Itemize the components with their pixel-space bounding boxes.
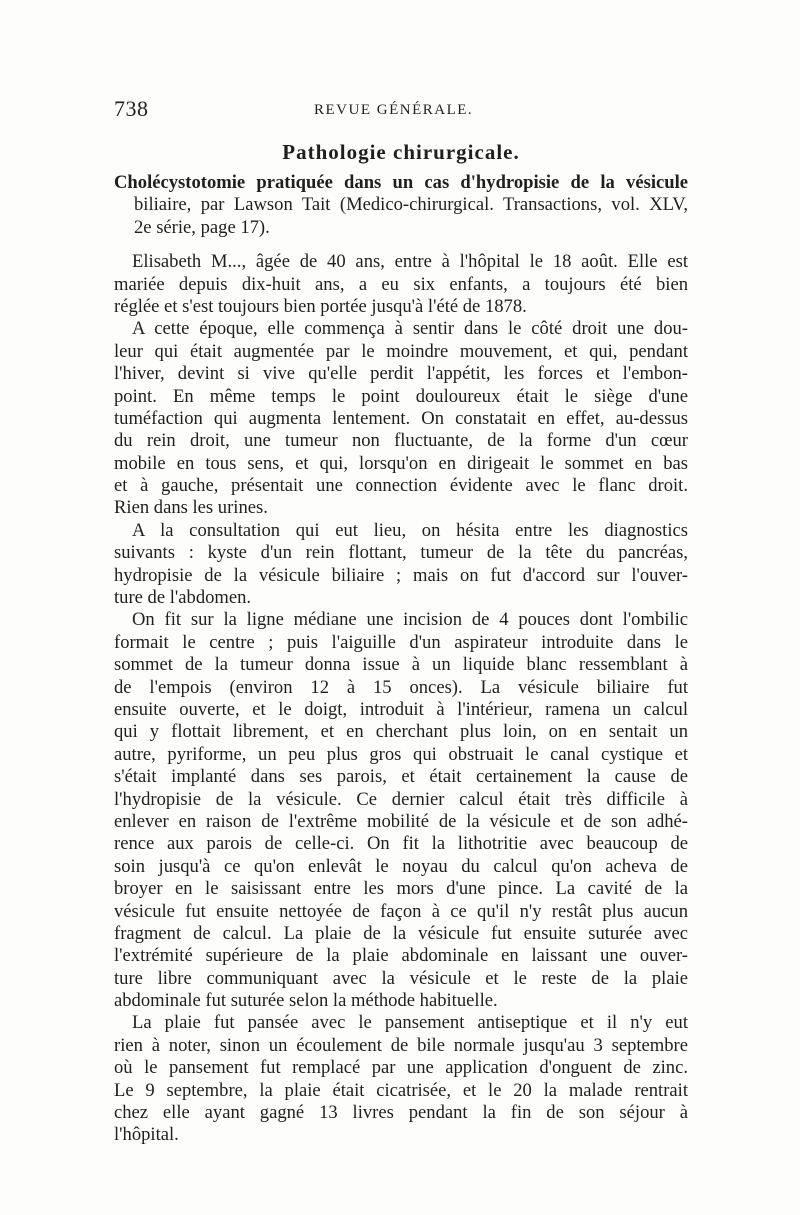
article-body — [114, 172, 688, 1147]
page-number: 738 — [114, 96, 149, 121]
article-title-line: Cholécystotomie pratiquée dans un cas d'hydropisie de la vésicule — [114, 172, 688, 193]
article-title-line: biliaire, par Lawson Tait (Medico-chirurgical. Transactions, vol. XLV, — [134, 194, 688, 216]
text-line: La plaie fut pansée avec le pansement antiseptique et il n'y eut — [132, 1012, 688, 1034]
text-line: Rien dans les urines. — [114, 497, 268, 519]
text-line: abdominale fut suturée selon la méthode habituelle. — [114, 990, 498, 1012]
paragraph — [114, 251, 688, 318]
text-line: tuméfaction qui augmenta lentement. On constatait en effet, au-dessus — [114, 407, 688, 429]
text-line: l'hydropisie de la vésicule. Ce dernier calcul était très difficile à — [114, 788, 688, 810]
text-line: rien à noter, sinon un écoulement de bile normale jusqu'au 3 septembre — [114, 1034, 688, 1056]
text-line: autre, pyriforme, un peu plus gros qui obstruait le canal cystique et — [114, 743, 688, 765]
section-title: Pathologie chirurgicale. — [282, 140, 520, 164]
paragraph — [114, 1012, 688, 1146]
text-line: l'extrémité supérieure de la plaie abdominale en laissant une ouver- — [114, 945, 688, 967]
text-line: ture de l'abdomen. — [114, 587, 252, 609]
text-line: où le pansement fut remplacé par une application d'onguent de zinc. — [114, 1057, 688, 1079]
text-line: formait le centre ; puis l'aiguille d'un aspirateur introduite dans le — [114, 631, 688, 653]
text-line: de l'empois (environ 12 à 15 onces). La vésicule biliaire fut — [114, 676, 688, 698]
article-title-line: 2e série, page 17). — [134, 216, 270, 238]
paragraph — [114, 609, 688, 1012]
text-line: ture libre communiquant avec la vésicule et le reste de la plaie — [114, 967, 688, 989]
text-line: fragment de calcul. La plaie de la vésicule fut ensuite suturée avec — [114, 922, 688, 944]
text-line: point. En même temps le point douloureux était le siège d'une — [114, 385, 688, 407]
journal-title: REVUE GÉNÉRALE. — [314, 102, 474, 118]
text-line: chez elle ayant gagné 13 livres pendant la fin de son séjour à — [114, 1102, 688, 1124]
text-line: On fit sur la ligne médiane une incision de 4 pouces dont l'ombilic — [132, 609, 688, 631]
text-line: broyer en le saisissant entre les mors d'une pince. La cavité de la — [114, 878, 688, 900]
text-line: A cette époque, elle commença à sentir dans le côté droit une dou- — [132, 318, 688, 340]
text-line: enlever en raison de l'extrême mobilité de la vésicule et de son adhé- — [114, 810, 688, 832]
paragraph — [114, 318, 688, 520]
text-line: et à gauche, présentait une connection évidente avec le flanc droit. — [114, 475, 688, 497]
text-line: soin jusqu'à ce qu'on enlevât le noyau du calcul qu'on acheva de — [114, 855, 688, 877]
text-line: leur qui était augmentée par le moindre mouvement, et qui, pendant — [114, 340, 688, 362]
text-line: A la consultation qui eut lieu, on hésita entre les diagnostics — [132, 519, 688, 541]
text-line: du rein droit, une tumeur non fluctuante, de la forme d'un cœur — [114, 430, 688, 452]
text-line: sommet de la tumeur donna issue à un liquide blanc ressemblant à — [114, 654, 688, 676]
text-line: vésicule fut ensuite nettoyée de façon à ce qu'il n'y restât plus aucun — [114, 900, 688, 922]
text-line: Elisabeth M..., âgée de 40 ans, entre à l'hôpital le 18 août. Elle est — [132, 251, 688, 273]
text-line: l'hiver, devint si vive qu'elle perdit l'appétit, les forces et l'embon- — [114, 363, 688, 385]
text-line: réglée et s'est toujours bien portée jusqu'à l'été de 1878. — [114, 295, 527, 317]
text-line: mariée depuis dix-huit ans, a eu six enfants, a toujours été bien — [114, 273, 688, 295]
text-line: l'hôpital. — [114, 1124, 179, 1146]
text-line: hydropisie de la vésicule biliaire ; mais on fut d'accord sur l'ouver- — [114, 564, 688, 586]
text-line: rence aux parois de celle-ci. On fit la lithotritie avec beaucoup de — [114, 833, 688, 855]
text-line: mobile en tous sens, et qui, lorsqu'on en dirigeait le sommet en bas — [114, 452, 688, 474]
text-line: suivants : kyste d'un rein flottant, tumeur de la tête du pancréas, — [114, 542, 688, 564]
paragraph — [114, 520, 688, 610]
text-line: ensuite ouverte, et le doigt, introduit à l'intérieur, ramena un calcul — [114, 698, 688, 720]
text-line: Le 9 septembre, la plaie était cicatrisée, et le 20 la malade rentrait — [114, 1079, 688, 1101]
text-line: qui y flottait librement, et en cherchant plus loin, on en sentait un — [114, 721, 688, 743]
running-header — [114, 96, 688, 126]
article-title — [114, 172, 688, 239]
text-line: s'était implanté dans ses parois, et était certainement la cause de — [114, 766, 688, 788]
